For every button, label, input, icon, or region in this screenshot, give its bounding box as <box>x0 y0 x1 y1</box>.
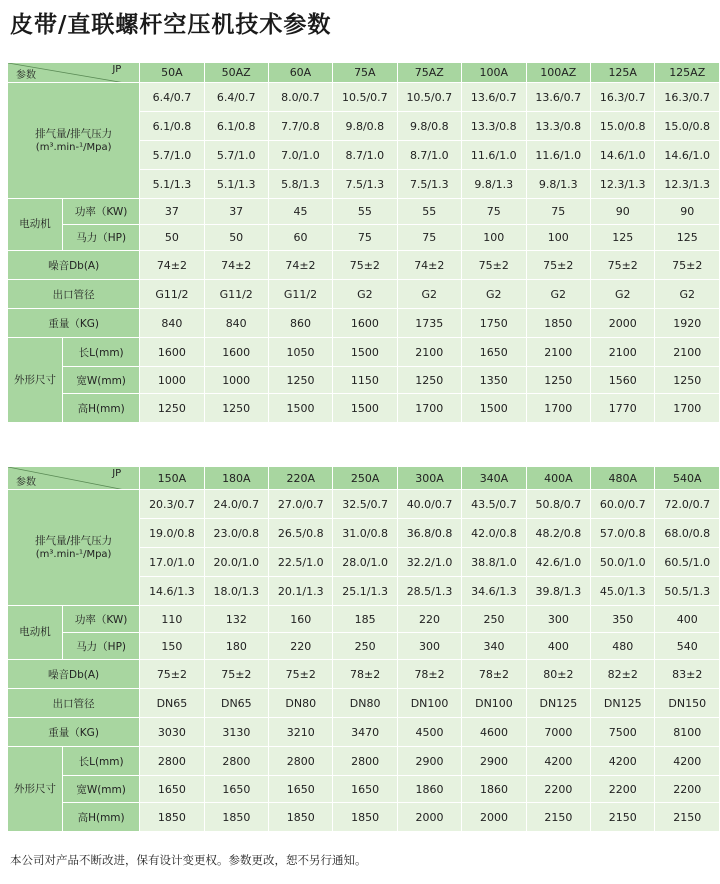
value-cell: 75±2 <box>333 251 397 280</box>
value-cell: 1850 <box>269 803 333 832</box>
value-cell: 150 <box>140 633 204 660</box>
value-cell: 3130 <box>204 718 268 747</box>
value-cell: 43.5/0.7 <box>462 490 526 519</box>
value-cell: 50.0/1.0 <box>591 548 655 577</box>
value-cell: 75±2 <box>462 251 526 280</box>
value-cell: 5.8/1.3 <box>268 170 332 199</box>
value-cell: 20.3/0.7 <box>140 490 204 519</box>
value-cell: 2150 <box>591 803 655 832</box>
noise-label: 噪音Db(A) <box>8 251 140 280</box>
value-cell: 9.8/1.3 <box>526 170 590 199</box>
value-cell: 80±2 <box>526 660 590 689</box>
value-cell: 1500 <box>462 394 526 423</box>
air-delivery-unit: (m³.min-¹/Mpa) <box>35 141 112 153</box>
value-cell: 48.2/0.8 <box>526 519 590 548</box>
value-cell: 57.0/0.8 <box>591 519 655 548</box>
value-cell: 400 <box>526 633 590 660</box>
value-cell: 2800 <box>333 747 397 776</box>
value-cell: 1650 <box>269 776 333 803</box>
value-cell: 1850 <box>333 803 397 832</box>
value-cell: G2 <box>526 280 590 309</box>
table-row <box>8 747 720 776</box>
value-cell: 4600 <box>462 718 526 747</box>
value-cell: 8.7/1.0 <box>333 141 397 170</box>
value-cell: 12.3/1.3 <box>655 170 720 199</box>
value-cell: 7500 <box>591 718 655 747</box>
value-cell: 1650 <box>204 776 268 803</box>
value-cell: 185 <box>333 606 397 633</box>
value-cell: G11/2 <box>204 280 268 309</box>
value-cell: 2000 <box>590 309 654 338</box>
spec-table-2 <box>7 466 720 832</box>
value-cell: 1850 <box>526 309 590 338</box>
value-cell: 7.5/1.3 <box>333 170 397 199</box>
value-cell: G2 <box>397 280 461 309</box>
dimensions-label: 外形尺寸 <box>8 338 63 423</box>
table-row <box>8 467 720 490</box>
air-delivery-label <box>8 490 140 606</box>
value-cell: 2100 <box>397 338 461 367</box>
value-cell: 24.0/0.7 <box>204 490 268 519</box>
value-cell: 5.1/1.3 <box>204 170 268 199</box>
value-cell: 4500 <box>397 718 461 747</box>
spec-table-1 <box>7 62 720 423</box>
value-cell: 1860 <box>397 776 461 803</box>
value-cell: 20.1/1.3 <box>269 577 333 606</box>
table-row <box>8 367 720 394</box>
value-cell: 160 <box>269 606 333 633</box>
value-cell: 350 <box>591 606 655 633</box>
value-cell: 23.0/0.8 <box>204 519 268 548</box>
value-cell: 68.0/0.8 <box>655 519 720 548</box>
value-cell: 1500 <box>268 394 332 423</box>
value-cell: 82±2 <box>591 660 655 689</box>
model-header: 60A <box>268 63 332 83</box>
value-cell: 2150 <box>655 803 720 832</box>
value-cell: 75 <box>397 225 461 251</box>
table-row <box>8 394 720 423</box>
value-cell: 39.8/1.3 <box>526 577 590 606</box>
value-cell: 13.6/0.7 <box>462 83 526 112</box>
value-cell: 1850 <box>140 803 204 832</box>
header-corner <box>8 467 140 490</box>
value-cell: 110 <box>140 606 204 633</box>
value-cell: 28.0/1.0 <box>333 548 397 577</box>
value-cell: 78±2 <box>462 660 526 689</box>
value-cell: 1650 <box>462 338 526 367</box>
value-cell: 75 <box>333 225 397 251</box>
value-cell: 45 <box>268 199 332 225</box>
value-cell: DN100 <box>462 689 526 718</box>
value-cell: 78±2 <box>333 660 397 689</box>
value-cell: 7.7/0.8 <box>268 112 332 141</box>
value-cell: 400 <box>655 606 720 633</box>
value-cell: 2000 <box>462 803 526 832</box>
value-cell: 1050 <box>268 338 332 367</box>
value-cell: 75 <box>462 199 526 225</box>
table-row <box>8 633 720 660</box>
value-cell: 220 <box>397 606 461 633</box>
value-cell: 3030 <box>140 718 204 747</box>
value-cell: 60.0/0.7 <box>591 490 655 519</box>
model-header: 75A <box>333 63 397 83</box>
value-cell: 83±2 <box>655 660 720 689</box>
model-header: 50AZ <box>204 63 268 83</box>
value-cell: G11/2 <box>268 280 332 309</box>
value-cell: 11.6/1.0 <box>462 141 526 170</box>
value-cell: 1650 <box>333 776 397 803</box>
value-cell: 75±2 <box>655 251 720 280</box>
table-row <box>8 718 720 747</box>
value-cell: 26.5/0.8 <box>269 519 333 548</box>
value-cell: DN80 <box>269 689 333 718</box>
value-cell: 4200 <box>591 747 655 776</box>
width-label: 宽W(mm) <box>63 776 140 803</box>
table-row <box>8 660 720 689</box>
value-cell: 2800 <box>204 747 268 776</box>
value-cell: 50.8/0.7 <box>526 490 590 519</box>
air-delivery-title: 排气量/排气压力 <box>35 534 113 547</box>
value-cell: 9.8/0.8 <box>397 112 461 141</box>
model-header: 180A <box>204 467 268 490</box>
value-cell: 10.5/0.7 <box>397 83 461 112</box>
value-cell: 2100 <box>655 338 720 367</box>
model-header: 125A <box>590 63 654 83</box>
value-cell: 1600 <box>333 309 397 338</box>
value-cell: 16.3/0.7 <box>655 83 720 112</box>
value-cell: 1770 <box>590 394 654 423</box>
value-cell: 34.6/1.3 <box>462 577 526 606</box>
value-cell: 5.1/1.3 <box>140 170 204 199</box>
value-cell: 1250 <box>526 367 590 394</box>
value-cell: 36.8/0.8 <box>397 519 461 548</box>
value-cell: 2900 <box>462 747 526 776</box>
value-cell: 55 <box>333 199 397 225</box>
value-cell: 75±2 <box>269 660 333 689</box>
air-delivery-unit: (m³.min-¹/Mpa) <box>35 548 112 560</box>
value-cell: 74±2 <box>397 251 461 280</box>
value-cell: 5.7/1.0 <box>140 141 204 170</box>
model-header: 340A <box>462 467 526 490</box>
hp-label: 马力（HP) <box>63 633 140 660</box>
value-cell: 10.5/0.7 <box>333 83 397 112</box>
model-header: 50A <box>140 63 204 83</box>
value-cell: DN65 <box>140 689 204 718</box>
value-cell: 1000 <box>204 367 268 394</box>
value-cell: 6.4/0.7 <box>140 83 204 112</box>
value-cell: 1700 <box>655 394 720 423</box>
value-cell: G2 <box>462 280 526 309</box>
value-cell: 2800 <box>140 747 204 776</box>
value-cell: 1735 <box>397 309 461 338</box>
width-label: 宽W(mm) <box>63 367 140 394</box>
value-cell: 180 <box>204 633 268 660</box>
params-label: 参数 <box>16 70 36 81</box>
value-cell: 5.7/1.0 <box>204 141 268 170</box>
value-cell: 17.0/1.0 <box>140 548 204 577</box>
value-cell: 1700 <box>526 394 590 423</box>
value-cell: 14.6/1.3 <box>140 577 204 606</box>
value-cell: 14.6/1.0 <box>655 141 720 170</box>
table-row <box>8 689 720 718</box>
value-cell: 74±2 <box>204 251 268 280</box>
value-cell: 13.6/0.7 <box>526 83 590 112</box>
value-cell: 13.3/0.8 <box>526 112 590 141</box>
weight-label: 重量（KG) <box>8 309 140 338</box>
value-cell: 50 <box>140 225 204 251</box>
value-cell: 340 <box>462 633 526 660</box>
value-cell: 75±2 <box>204 660 268 689</box>
value-cell: 1250 <box>655 367 720 394</box>
value-cell: 1920 <box>655 309 720 338</box>
value-cell: 1250 <box>397 367 461 394</box>
value-cell: 300 <box>397 633 461 660</box>
value-cell: 7000 <box>526 718 590 747</box>
value-cell: 60.5/1.0 <box>655 548 720 577</box>
value-cell: 45.0/1.3 <box>591 577 655 606</box>
value-cell: 4200 <box>526 747 590 776</box>
value-cell: 8.7/1.0 <box>397 141 461 170</box>
value-cell: 31.0/0.8 <box>333 519 397 548</box>
value-cell: 9.8/1.3 <box>462 170 526 199</box>
value-cell: 6.4/0.7 <box>204 83 268 112</box>
value-cell: DN125 <box>591 689 655 718</box>
value-cell: 300 <box>526 606 590 633</box>
table-row <box>8 803 720 832</box>
model-header: 75AZ <box>397 63 461 83</box>
model-header: 150A <box>140 467 204 490</box>
value-cell: 74±2 <box>140 251 204 280</box>
value-cell: 125 <box>590 225 654 251</box>
value-cell: 19.0/0.8 <box>140 519 204 548</box>
page-title: 皮带/直联螺杆空压机技术参数 <box>10 12 332 38</box>
value-cell: G2 <box>590 280 654 309</box>
table-row <box>8 490 720 519</box>
value-cell: 2100 <box>526 338 590 367</box>
table-row <box>8 83 720 112</box>
value-cell: 840 <box>204 309 268 338</box>
length-label: 长L(mm) <box>63 338 140 367</box>
value-cell: DN125 <box>526 689 590 718</box>
model-header: 540A <box>655 467 720 490</box>
value-cell: 32.2/1.0 <box>397 548 461 577</box>
value-cell: 1860 <box>462 776 526 803</box>
value-cell: 100 <box>462 225 526 251</box>
value-cell: 75 <box>526 199 590 225</box>
table-row <box>8 338 720 367</box>
value-cell: 75±2 <box>526 251 590 280</box>
value-cell: 1700 <box>397 394 461 423</box>
table-row <box>8 606 720 633</box>
value-cell: 78±2 <box>397 660 461 689</box>
table-row <box>8 199 720 225</box>
value-cell: 37 <box>204 199 268 225</box>
value-cell: 1250 <box>268 367 332 394</box>
value-cell: 28.5/1.3 <box>397 577 461 606</box>
value-cell: 22.5/1.0 <box>269 548 333 577</box>
value-cell: 7.0/1.0 <box>268 141 332 170</box>
noise-label: 噪音Db(A) <box>8 660 140 689</box>
value-cell: 1600 <box>140 338 204 367</box>
value-cell: 75±2 <box>590 251 654 280</box>
value-cell: 1500 <box>333 394 397 423</box>
value-cell: 1250 <box>204 394 268 423</box>
length-label: 长L(mm) <box>63 747 140 776</box>
value-cell: 55 <box>397 199 461 225</box>
outlet-label: 出口管径 <box>8 689 140 718</box>
table-row <box>8 225 720 251</box>
model-header: 220A <box>269 467 333 490</box>
value-cell: 1250 <box>140 394 204 423</box>
value-cell: 1000 <box>140 367 204 394</box>
value-cell: 37 <box>140 199 204 225</box>
value-cell: 1560 <box>590 367 654 394</box>
value-cell: 1850 <box>204 803 268 832</box>
value-cell: 2200 <box>526 776 590 803</box>
value-cell: 50.5/1.3 <box>655 577 720 606</box>
air-delivery-label <box>8 83 140 199</box>
value-cell: 540 <box>655 633 720 660</box>
value-cell: 74±2 <box>268 251 332 280</box>
value-cell: 12.3/1.3 <box>590 170 654 199</box>
table-row <box>8 280 720 309</box>
value-cell: 27.0/0.7 <box>269 490 333 519</box>
value-cell: 2150 <box>526 803 590 832</box>
value-cell: 1750 <box>462 309 526 338</box>
outlet-label: 出口管径 <box>8 280 140 309</box>
value-cell: 125 <box>655 225 720 251</box>
model-header: 100AZ <box>526 63 590 83</box>
value-cell: 480 <box>591 633 655 660</box>
value-cell: DN100 <box>397 689 461 718</box>
value-cell: 40.0/0.7 <box>397 490 461 519</box>
value-cell: 1600 <box>204 338 268 367</box>
value-cell: 7.5/1.3 <box>397 170 461 199</box>
hp-label: 马力（HP) <box>63 225 140 251</box>
value-cell: 11.6/1.0 <box>526 141 590 170</box>
value-cell: 2200 <box>655 776 720 803</box>
value-cell: 42.0/0.8 <box>462 519 526 548</box>
model-header: 250A <box>333 467 397 490</box>
value-cell: 15.0/0.8 <box>655 112 720 141</box>
value-cell: 3210 <box>269 718 333 747</box>
value-cell: 2100 <box>590 338 654 367</box>
height-label: 高H(mm) <box>63 803 140 832</box>
value-cell: G11/2 <box>140 280 204 309</box>
model-header: 400A <box>526 467 590 490</box>
footnote: 本公司对产品不断改进，保有设计变更权。参数更改，恕不另行通知。 <box>10 853 367 867</box>
value-cell: 42.6/1.0 <box>526 548 590 577</box>
model-header: 100A <box>462 63 526 83</box>
table-row <box>8 251 720 280</box>
value-cell: 14.6/1.0 <box>590 141 654 170</box>
value-cell: 15.0/0.8 <box>590 112 654 141</box>
value-cell: 1350 <box>462 367 526 394</box>
weight-label: 重量（KG) <box>8 718 140 747</box>
value-cell: 132 <box>204 606 268 633</box>
value-cell: 32.5/0.7 <box>333 490 397 519</box>
value-cell: 2800 <box>269 747 333 776</box>
power-label: 功率（KW) <box>63 606 140 633</box>
value-cell: G2 <box>655 280 720 309</box>
value-cell: 13.3/0.8 <box>462 112 526 141</box>
value-cell: 840 <box>140 309 204 338</box>
value-cell: 8.0/0.7 <box>268 83 332 112</box>
value-cell: 25.1/1.3 <box>333 577 397 606</box>
value-cell: 75±2 <box>140 660 204 689</box>
value-cell: 72.0/0.7 <box>655 490 720 519</box>
value-cell: 8100 <box>655 718 720 747</box>
table-row <box>8 309 720 338</box>
jp-label: JP <box>112 468 122 479</box>
model-header: 125AZ <box>655 63 720 83</box>
value-cell: 9.8/0.8 <box>333 112 397 141</box>
value-cell: 60 <box>268 225 332 251</box>
value-cell: 220 <box>269 633 333 660</box>
air-delivery-title: 排气量/排气压力 <box>35 127 113 140</box>
motor-label: 电动机 <box>8 199 63 251</box>
table-row <box>8 63 720 83</box>
value-cell: DN65 <box>204 689 268 718</box>
value-cell: 2900 <box>397 747 461 776</box>
table-row <box>8 776 720 803</box>
value-cell: 18.0/1.3 <box>204 577 268 606</box>
value-cell: 38.8/1.0 <box>462 548 526 577</box>
value-cell: 1650 <box>140 776 204 803</box>
header-corner <box>8 63 140 83</box>
model-header: 480A <box>591 467 655 490</box>
value-cell: 1500 <box>333 338 397 367</box>
value-cell: 2200 <box>591 776 655 803</box>
power-label: 功率（KW) <box>63 199 140 225</box>
value-cell: 16.3/0.7 <box>590 83 654 112</box>
value-cell: 90 <box>655 199 720 225</box>
value-cell: DN150 <box>655 689 720 718</box>
value-cell: 50 <box>204 225 268 251</box>
value-cell: 20.0/1.0 <box>204 548 268 577</box>
value-cell: 1150 <box>333 367 397 394</box>
params-label: 参数 <box>16 477 36 488</box>
value-cell: 4200 <box>655 747 720 776</box>
value-cell: 100 <box>526 225 590 251</box>
value-cell: 860 <box>268 309 332 338</box>
value-cell: 3470 <box>333 718 397 747</box>
value-cell: 250 <box>333 633 397 660</box>
motor-label: 电动机 <box>8 606 63 660</box>
value-cell: 2000 <box>397 803 461 832</box>
value-cell: 6.1/0.8 <box>204 112 268 141</box>
value-cell: G2 <box>333 280 397 309</box>
value-cell: 250 <box>462 606 526 633</box>
dimensions-label: 外形尺寸 <box>8 747 63 832</box>
height-label: 高H(mm) <box>63 394 140 423</box>
jp-label: JP <box>112 64 122 75</box>
value-cell: 90 <box>590 199 654 225</box>
value-cell: DN80 <box>333 689 397 718</box>
value-cell: 6.1/0.8 <box>140 112 204 141</box>
model-header: 300A <box>397 467 461 490</box>
